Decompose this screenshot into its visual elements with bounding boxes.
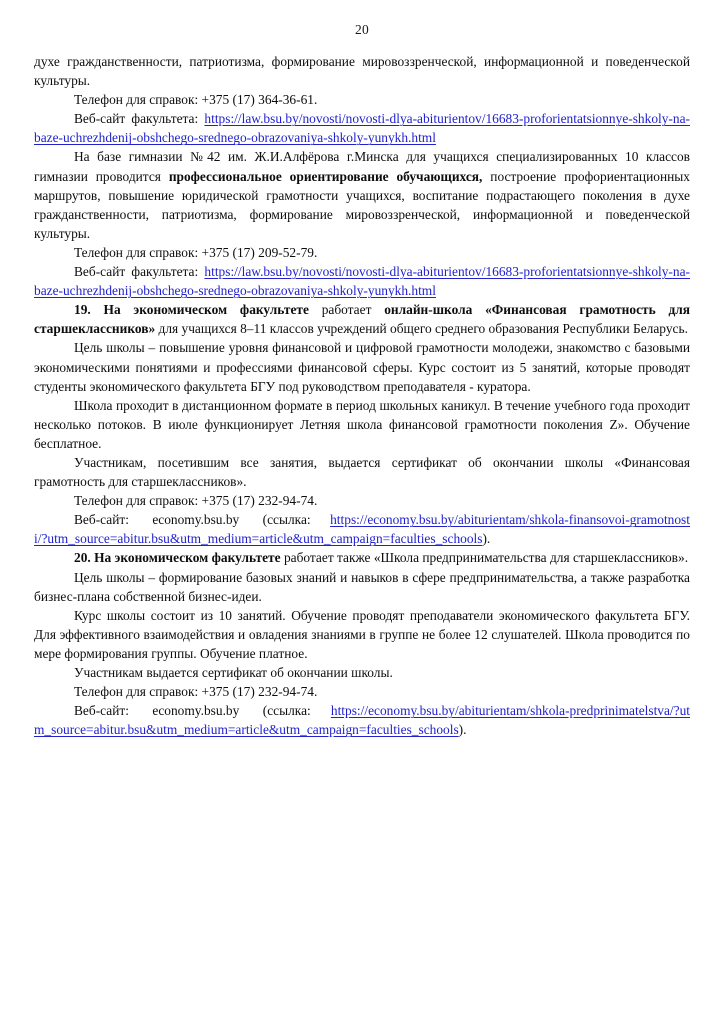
paragraph-website-econ-2 xyxy=(34,701,690,739)
page-number: 20 xyxy=(355,22,369,37)
gymnasium-text-a: На базе гимназии №42 им. Ж.И.Алфёрова г.Минска для учащихся специализированных 10 классов гимназии проводится xyxy=(34,149,690,184)
goal-text: Цель школы – формирование базовых знаний и навыков в сфере предпринимательства, а также разработка бизнес-плана собственной бизнес-идеи. xyxy=(34,569,690,604)
website-link-econ-1[interactable]: https://economy.bsu.by/abiturientam/shkola-finansovoi-gramotnosti/?utm_source=abitur.bsu&utm_medium=article&utm_campaign=faculties_schools xyxy=(34,512,690,547)
website-link-econ-2[interactable]: https://economy.bsu.by/abiturientam/shkola-predprinimatelstva/?utm_source=abitur.bsu&utm_medium=article&utm_campaign=faculties_schools xyxy=(34,703,691,738)
paragraph-certificate-19 xyxy=(34,453,690,491)
paragraph-item-20 xyxy=(34,548,690,567)
paragraph-goal-19 xyxy=(34,338,690,395)
phone-text: Телефон для справок: +375 (17) 364-36-61. xyxy=(74,92,318,108)
paragraph-format-19 xyxy=(34,396,690,453)
paragraph-phone-law-2 xyxy=(34,243,690,262)
paragraph-phone-law-1 xyxy=(34,90,690,109)
item-19-mid: работает xyxy=(308,302,385,318)
paragraph-certificate-20 xyxy=(34,663,690,682)
certificate-text: Участникам, посетившим все занятия, выдается сертификат об окончании школы «Финансовая грамотность для старшеклассников». xyxy=(34,454,690,490)
paragraph-website-law-2 xyxy=(34,262,690,300)
website-reference-label: (ссылка: xyxy=(262,512,311,528)
certificate-text: Участникам выдается сертификат об окончании школы. xyxy=(74,665,393,680)
paragraph-phone-econ-1 xyxy=(34,491,690,510)
document-body xyxy=(34,52,690,739)
course-text: Курс школы состоит из 10 занятий. Обучение проводят преподаватели экономического факультета БГУ. Для эффективного взаимодействия и овладения знаниями в группе не более 12 слушателей. Школа проводится по мере формирования группы. Обучение платное. xyxy=(34,607,690,661)
item-19-rest: для учащихся 8–11 классов учреждений общего среднего образования Республики Беларусь. xyxy=(155,321,688,337)
goal-text: Цель школы – повышение уровня финансовой и цифровой грамотности молодежи, знакомство с базовыми экономическими понятиями и профессиями финансовой сферы. Курс состоит из 5 занятий, которые проводят студенты экономического факультета БГУ под руководством преподавателя - куратора. xyxy=(34,340,690,394)
website-plain-domain: economy.bsu.by xyxy=(152,703,240,719)
phone-text: Телефон для справок: +375 (17) 209-52-79. xyxy=(74,244,318,260)
gymnasium-text-b: построение профориентационных маршрутов, повышение юридической грамотности учащихся, воспитание подрастающего поколения в духе гражданственности, патриотизма, формирование мировоззренческой, информационной и поведенческой культуры. xyxy=(34,168,690,241)
website-reference-label: (ссылка: xyxy=(262,703,311,719)
website-closing-paren: ). xyxy=(458,722,467,738)
paragraph-item-19 xyxy=(34,300,690,338)
paragraph-phone-econ-2 xyxy=(34,682,690,701)
phone-text: Телефон для справок: +375 (17) 232-94-74. xyxy=(74,684,318,700)
website-label: Веб-сайт факультета: xyxy=(74,264,205,280)
website-closing-paren: ). xyxy=(482,531,491,547)
paragraph-goal-20 xyxy=(34,568,690,606)
item-20-heading-bold: 20. На экономическом факультете xyxy=(74,550,281,566)
paragraph-text: духе гражданственности, патриотизма, формирование мировоззренческой, информационной и поведенческой культуры. xyxy=(34,54,690,89)
website-plain-domain: economy.bsu.by xyxy=(152,512,240,528)
format-text: Школа проходит в дистанционном формате в период школьных каникул. В течение учебного года проходит несколько потоков. В июле функционирует Летняя школа финансовой грамотности поколения Z». Обучение бесплатное. xyxy=(34,397,690,451)
gymnasium-bold-phrase: профессиональное ориентирование обучающихся, xyxy=(168,168,483,184)
paragraph-website-law-1 xyxy=(34,109,690,147)
paragraph-continuation xyxy=(34,52,690,90)
website-link-law-1[interactable]: https://law.bsu.by/novosti/novosti-dlya-abiturientov/16683-proforientatsionnye-shkoly-na-baze-uchrezhdenij-obshchego-srednego-obrazovaniya-shkoly-yunykh.html xyxy=(34,111,690,146)
item-19-school-name-bold: онлайн-школа «Финансовая грамотность для старшеклассников» xyxy=(34,302,690,337)
website-link-law-2[interactable]: https://law.bsu.by/novosti/novosti-dlya-abiturientov/16683-proforientatsionnye-shkoly-na-baze-uchrezhdenij-obshchego-srednego-obrazovaniya-shkoly-yunykh.html xyxy=(34,264,690,299)
paragraph-course-20 xyxy=(34,606,690,663)
item-20-rest: работает также «Школа предпринимательства для старшеклассников». xyxy=(280,550,689,566)
phone-text: Телефон для справок: +375 (17) 232-94-74. xyxy=(74,493,318,509)
website-label: Веб-сайт: xyxy=(74,703,129,719)
website-label: Веб-сайт: xyxy=(74,512,129,528)
paragraph-website-econ-1 xyxy=(34,510,690,548)
website-label: Веб-сайт факультета: xyxy=(74,111,205,127)
paragraph-gymnasium-42 xyxy=(34,147,690,242)
item-19-heading-bold: 19. На экономическом факультете xyxy=(74,302,309,318)
